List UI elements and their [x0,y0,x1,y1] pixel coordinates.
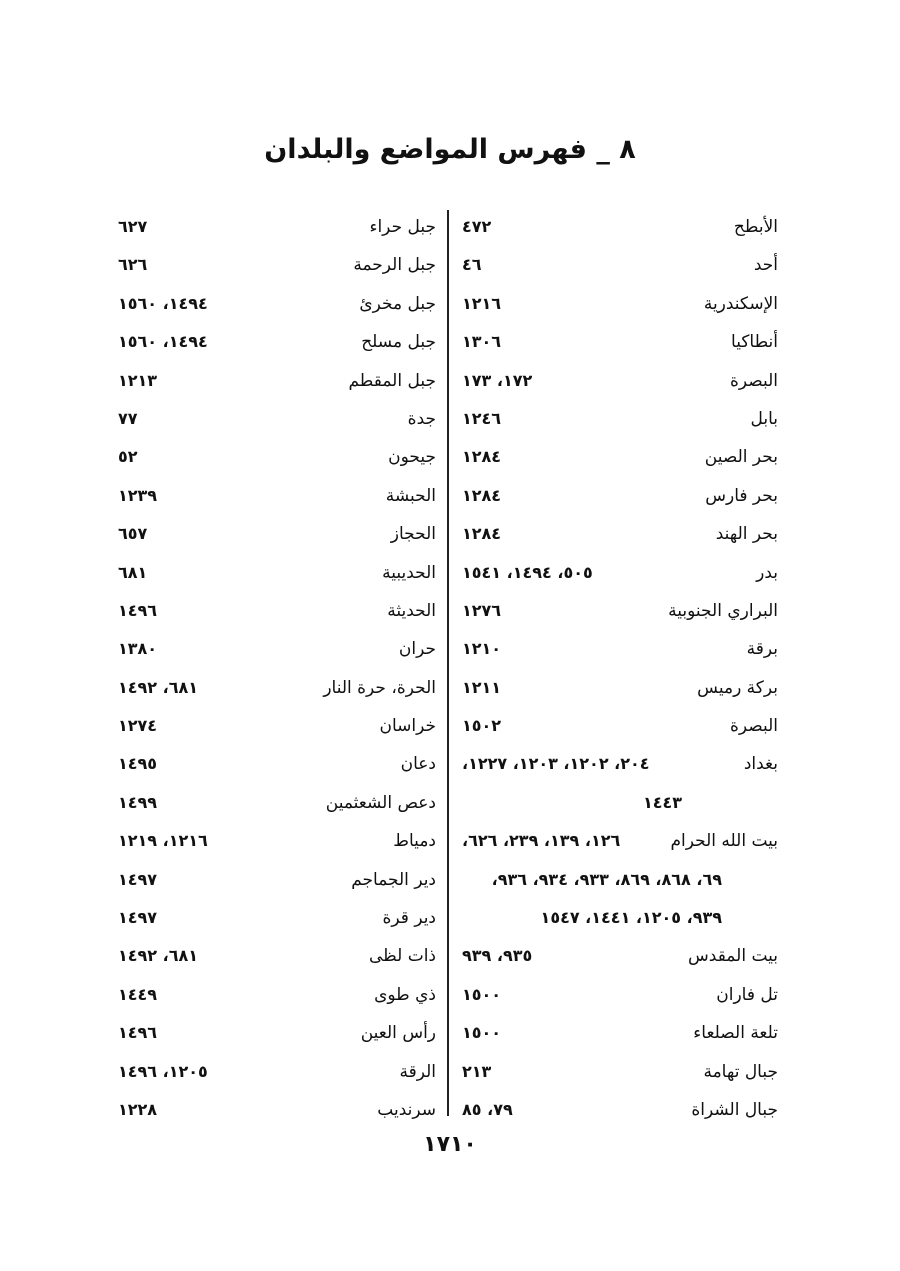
entry-name: الرقة [399,1061,436,1082]
entry-name: بحر الهند [715,524,778,545]
entry-name: الحديبية [382,562,436,583]
entry-name: الحجاز [390,524,436,545]
entry-name: الحرة، حرة النار [323,677,436,698]
index-entry [462,479,778,517]
entry-pages: ١٤٤٣ [642,792,682,812]
entry-pages: ٦٢٧ [118,217,148,236]
column-divider [447,210,449,1116]
entry-name: بحر الصين [704,447,778,468]
index-entry [462,1093,778,1131]
entry-name: أحد [753,255,778,276]
entry-pages: ١٢٨٤ [462,447,502,467]
entry-pages: ٧٧ [118,408,138,428]
index-entry [118,248,436,286]
entry-pages: ٢١٣ [462,1061,492,1081]
index-entry [118,479,436,517]
entry-name: الإسكندرية [703,293,778,314]
entry-name: جبل المقطم [348,370,436,391]
entry-name: البصرة [729,716,778,737]
entry-pages: ١٢٨٤ [462,524,502,544]
entry-name: حران [398,639,436,660]
entry-pages: ١٢٣٩ [118,485,158,505]
index-entry [118,786,436,824]
entry-name: بغداد [743,754,778,775]
entry-name: جيحون [388,447,436,468]
entry-pages: ١٤٩٤، ١٥٦٠ [118,293,208,313]
entry-name: ذات لظى [369,946,436,967]
index-entry [462,210,778,248]
entry-pages: ١٢١٦، ١٢١٩ [118,831,208,851]
entry-name: جبل مسلح [361,332,436,353]
entry-name: جدة [407,408,436,429]
entry-name: الحديثة [387,600,436,621]
entry-pages: ١٤٩٩ [118,792,158,812]
index-entry [118,747,436,785]
entry-pages: ١٢١٣ [118,370,158,390]
entry-pages: ١٢٤٦ [462,408,502,428]
entry-name: تلعة الصلعاء [693,1023,778,1044]
entry-name: بحر فارس [705,485,778,506]
entry-pages: ٧٩، ٨٥ [462,1099,513,1119]
entry-pages: ١٢٧٤ [118,716,158,736]
index-entry [462,248,778,286]
entry-pages: ١٤٩٦ [118,600,158,620]
entry-pages: ١٢٨٤ [462,485,502,505]
entry-name: خراسان [379,716,436,737]
index-entry [118,556,436,594]
index-entry [118,364,436,402]
entry-pages: ٦٥٧ [118,524,148,544]
entry-name: تل فاران [716,984,778,1005]
entry-name: برقة [746,639,778,660]
entry-pages: ١٢٧٦ [462,600,502,620]
entry-pages: ١٤٩٧ [118,908,158,928]
entry-pages: ١٤٩٧ [118,869,158,889]
entry-name: جبال تهامة [703,1061,778,1082]
entry-pages: ٢٠٤، ١٢٠٢، ١٢٠٣، ١٢٢٧، [462,754,650,774]
entry-name: الأبطح [733,217,778,237]
entry-name: أنطاكيا [731,332,778,353]
index-entry [462,939,778,977]
entry-pages: ٦٨١، ١٤٩٢ [118,946,199,966]
entry-pages: ١٧٢، ١٧٣ [462,370,533,390]
index-entry [462,364,778,402]
entry-pages: ٥٠٥، ١٤٩٤، ١٥٤١ [462,562,593,582]
index-entry [462,671,778,709]
entry-pages: ١٢١١ [462,677,502,697]
index-entry [462,747,778,785]
index-entry [118,440,436,478]
entry-pages: ٦٢٦ [118,255,148,275]
entry-pages: ٦٩، ٨٦٨، ٨٦٩، ٩٣٣، ٩٣٤، ٩٣٦، [491,869,722,889]
entry-pages: ١٢٢٨ [118,1099,158,1119]
index-entry-continuation [462,786,778,824]
entry-name: دمياط [393,831,436,852]
entry-pages: ١٥٠٢ [462,716,502,736]
index-entry [118,978,436,1016]
entry-pages: ١٢٦، ١٣٩، ٢٣٩، ٦٢٦، [462,831,621,851]
entry-name: بركة رميس [697,677,778,698]
entry-name: بدر [756,562,778,583]
index-entry-continuation [462,863,778,901]
entry-pages: ٩٣٩، ١٢٠٥، ١٤٤١، ١٥٤٧ [540,908,722,928]
entry-pages: ١٤٩٤، ١٥٦٠ [118,332,208,352]
index-entry [462,824,778,862]
entry-name: دير قرة [382,908,436,929]
entry-name: بيت الله الحرام [670,831,778,852]
entry-pages: ١٣٠٦ [462,332,502,352]
entry-name: بابل [750,408,778,429]
index-entry [118,325,436,363]
entry-name: الحبشة [385,485,436,506]
entry-pages: ٤٧٢ [462,217,492,236]
entry-name: دير الجماجم [351,869,436,890]
entry-name: جبل مخرئ [359,293,436,314]
index-entry [462,556,778,594]
index-entry [462,402,778,440]
index-entry [118,287,436,325]
entry-name: جبال الشراة [691,1099,778,1120]
index-entry [462,440,778,478]
index-entry-continuation [462,901,778,939]
entry-pages: ١٤٩٦ [118,1023,158,1043]
entry-name: جبل الرحمة [353,255,436,276]
index-entry [118,632,436,670]
page-number: ١٧١٠ [423,1132,477,1157]
index-entry [118,863,436,901]
index-entry [118,824,436,862]
index-entry [118,1016,436,1054]
entry-name: سرنديب [377,1099,436,1120]
index-entry [118,1093,436,1131]
index-entry [462,978,778,1016]
index-entry [462,287,778,325]
entry-name: دعص الشعثمين [325,792,436,813]
index-entry [462,325,778,363]
entry-name: جبل حراء [369,217,436,237]
index-entry [118,517,436,555]
index-entry [462,517,778,555]
entry-name: البراري الجنوبية [668,600,778,621]
index-entry [462,1016,778,1054]
index-entry [118,402,436,440]
entry-pages: ١٥٠٠ [462,1023,502,1043]
entry-pages: ١٢٠٥، ١٤٩٦ [118,1061,208,1081]
index-column-left [118,210,436,1131]
entry-pages: ٦٨١، ١٤٩٢ [118,677,199,697]
entry-name: ذي طوى [374,984,436,1005]
index-entry [118,671,436,709]
index-entry [462,1055,778,1093]
entry-pages: ١٤٩٥ [118,754,158,774]
index-entry [462,632,778,670]
index-column-right [462,210,778,1131]
entry-name: رأس العين [360,1023,436,1044]
index-entry [118,594,436,632]
index-entry [118,210,436,248]
index-entry [118,939,436,977]
entry-pages: ١٥٠٠ [462,984,502,1004]
entry-pages: ٩٣٥، ٩٣٩ [462,946,533,966]
entry-pages: ١٢١٦ [462,293,502,313]
entry-name: البصرة [729,370,778,391]
index-entry [462,709,778,747]
entry-pages: ١٢١٠ [462,639,502,659]
index-entry [118,901,436,939]
entry-name: بيت المقدس [688,946,778,967]
entry-pages: ٤٦ [462,255,482,275]
index-entry [118,1055,436,1093]
page-title: ٨ _ فهرس المواضع والبلدان [264,134,636,165]
entry-pages: ١٤٤٩ [118,984,158,1004]
entry-pages: ١٣٨٠ [118,639,158,659]
entry-name: دعان [400,754,436,775]
index-entry [118,709,436,747]
entry-pages: ٥٢ [118,447,138,467]
index-entry [462,594,778,632]
entry-pages: ٦٨١ [118,562,148,582]
